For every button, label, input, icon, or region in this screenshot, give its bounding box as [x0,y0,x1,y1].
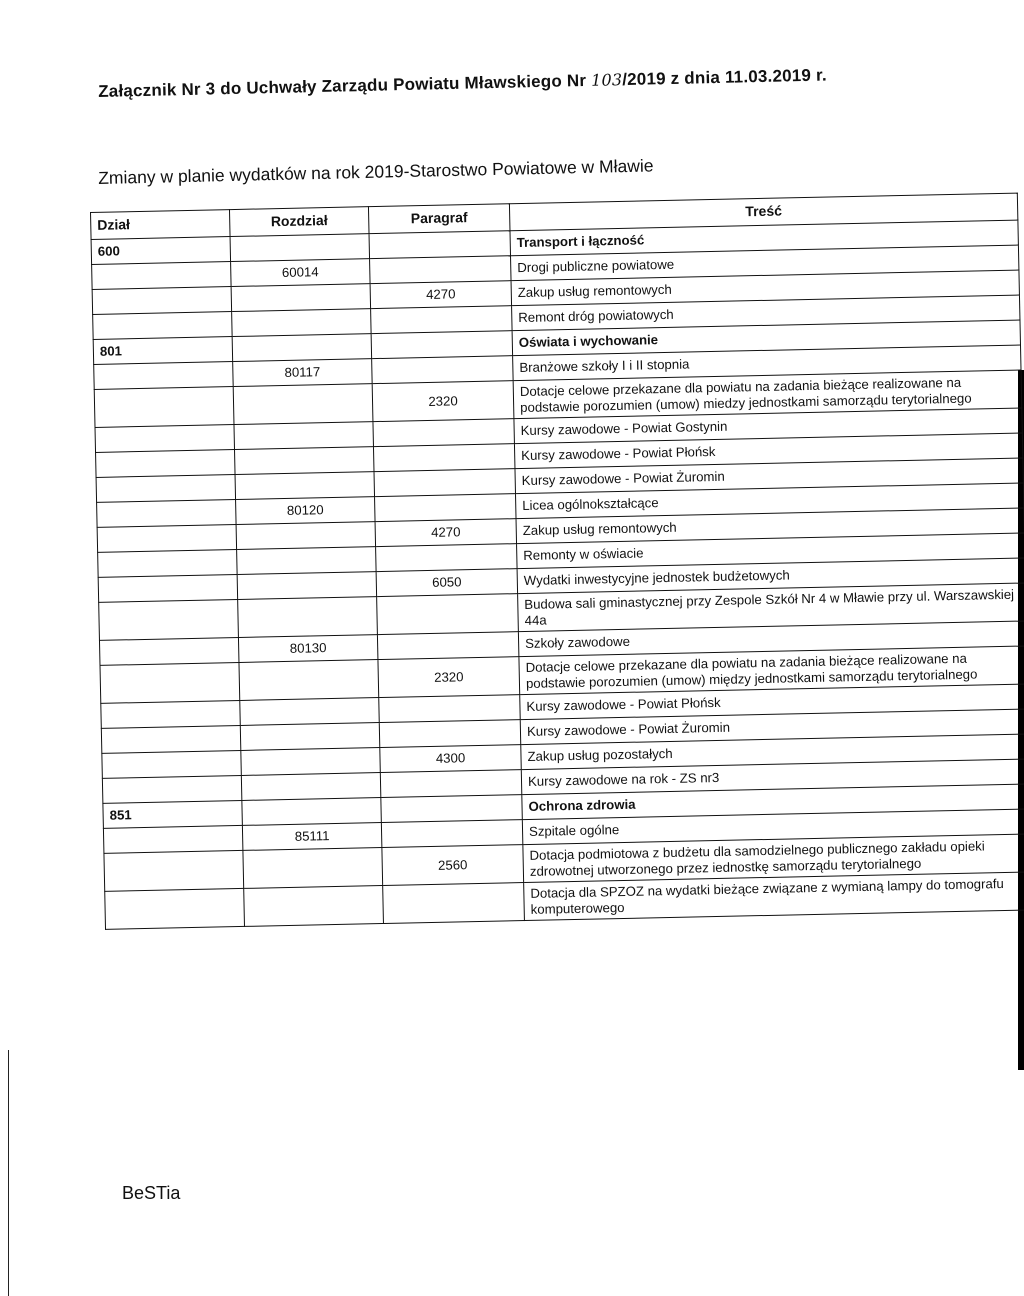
document-subtitle: Zmiany w planie wydatków na rok 2019-Starostwo Powiatowe w Mławie [98,155,654,188]
cell-dzial [92,262,231,290]
cell-paragraf: 2560 [382,845,524,886]
cell-tresc: Ochrona zdrowia [522,784,1024,820]
cell-tresc: Szpitale ogólne [522,809,1024,845]
cell-paragraf: 4270 [375,519,516,547]
cell-paragraf [373,444,514,472]
handwritten-resolution-number: 103 [590,70,623,90]
cell-rozdzial: 85111 [242,823,381,851]
cell-tresc: Licea ogólnokształcące [515,483,1023,519]
cell-rozdzial [231,284,370,312]
cell-paragraf [377,594,519,635]
cell-tresc: Kursy zawodowe - Powiat Gostynin [514,408,1022,444]
cell-tresc: Drogi publiczne powiatowe [511,245,1019,281]
cell-tresc: Dotacja podmiotowa z budżetu dla samodzielnego publicznego zakładu opieki zdrowotnej utworzonego przez iednostkę samorządu terytorialnego [523,834,1024,883]
cell-rozdzial: 80120 [236,497,375,525]
cell-tresc: Zakup usług remontowych [511,270,1019,306]
cell-tresc: Transport i łączność [510,220,1018,256]
cell-paragraf [377,632,518,660]
cell-rozdzial [243,848,383,889]
title-prefix: Załącznik Nr 3 do Uchwały Zarządu Powiatu Mławskiego Nr [98,70,587,101]
cell-dzial [100,662,240,703]
cell-rozdzial [233,384,373,425]
cell-tresc: Branżowe szkoły I i II stopnia [513,345,1021,381]
cell-rozdzial [242,798,381,826]
cell-dzial [102,750,241,778]
cell-tresc: Remont dróg powiatowych [512,295,1020,331]
cell-tresc: Dotacje celowe przekazane dla powiatu na zadania bieżące realizowane na podstawie porozumien (umow) między jednostkami samorządu terytorialnego [519,646,1024,695]
cell-tresc: Budowa sali gminastycznej przy Zespole Szkół Nr 4 w Mławie przy ul. Warszawskiej 44a [518,583,1024,632]
cell-rozdzial [230,234,369,262]
cell-paragraf: 6050 [376,569,517,597]
cell-rozdzial [241,773,380,801]
cell-rozdzial [241,748,380,776]
cell-tresc: Kursy zawodowe - Powiat Żuromin [520,709,1024,745]
column-header-paragraf: Paragraf [368,204,510,234]
cell-paragraf [375,494,516,522]
column-header-rozdzial: Rozdział [229,207,369,237]
cell-dzial [98,550,237,578]
cell-dzial [101,725,240,753]
cell-paragraf [371,331,512,359]
cell-dzial [97,525,236,553]
cell-dzial [96,450,235,478]
cell-paragraf [383,883,525,924]
footer-label: BeSTia [122,1183,181,1203]
document-title [98,65,827,102]
cell-paragraf [374,469,515,497]
cell-paragraf [369,231,510,259]
table-body [91,220,1024,929]
cell-rozdzial: 80117 [233,359,372,387]
cell-tresc: Kursy zawodowe - Powiat Żuromin [515,458,1023,494]
cell-paragraf [372,356,513,384]
cell-paragraf: 4300 [380,745,521,773]
cell-dzial: 801 [93,337,232,365]
cell-rozdzial [232,309,371,337]
cell-tresc: Szkoły zawodowe [518,621,1024,657]
cell-dzial [96,475,235,503]
cell-paragraf [379,695,520,723]
cell-tresc: Zakup usług pozostałych [521,734,1024,770]
cell-tresc: Oświata i wychowanie [512,320,1020,356]
cell-rozdzial [234,422,373,450]
cell-rozdzial: 80130 [238,635,377,663]
cell-dzial [94,387,234,428]
cell-tresc: Wydatki inwestycyjne jednostek budżetowych [517,558,1024,594]
cell-tresc: Zakup usług remontowych [516,508,1024,544]
cell-paragraf [376,544,517,572]
cell-rozdzial [240,723,379,751]
cell-dzial [104,850,244,891]
column-header-tresc: Treść [509,193,1017,231]
cell-paragraf [370,256,511,284]
cell-dzial [98,574,237,602]
cell-paragraf: 2320 [372,381,514,422]
scan-left-edge [8,1050,9,1296]
cell-rozdzial [235,447,374,475]
cell-rozdzial [236,522,375,550]
expenditure-table-wrapper [90,193,1024,1112]
cell-dzial [105,888,245,929]
cell-paragraf [381,820,522,848]
cell-dzial [101,700,240,728]
column-header-dzial: Dział [91,210,231,240]
cell-dzial [92,287,231,315]
cell-rozdzial [235,472,374,500]
title-suffix: /2019 z dnia 11.03.2019 r. [622,65,828,90]
cell-dzial [103,825,242,853]
cell-paragraf [373,419,514,447]
cell-tresc: Dotacja dla SPZOZ na wydatki bieżące związane z wymianą lampy do tomografu komputerowego [524,872,1024,921]
cell-rozdzial [244,886,384,927]
cell-tresc: Remonty w oświacie [517,533,1024,569]
cell-paragraf [380,770,521,798]
cell-rozdzial [240,698,379,726]
cell-dzial [93,312,232,340]
cell-dzial [95,425,234,453]
cell-rozdzial [237,547,376,575]
cell-rozdzial [237,572,376,600]
cell-paragraf [381,795,522,823]
cell-tresc: Kursy zawodowe na rok - ZS nr3 [521,759,1024,795]
cell-dzial [102,775,241,803]
cell-rozdzial [232,334,371,362]
cell-paragraf: 2320 [378,657,520,698]
cell-dzial [99,599,239,640]
cell-tresc: Kursy zawodowe - Powiat Płońsk [520,684,1024,720]
cell-paragraf [379,720,520,748]
cell-dzial [94,362,233,390]
cell-rozdzial: 60014 [231,259,370,287]
cell-dzial: 600 [91,237,230,265]
cell-tresc: Dotacje celowe przekazane dla powiatu na zadania bieżące realizowane na podstawie porozumien (umow) miedzy jednostkami samorządu terytorialnego [513,370,1022,419]
cell-dzial [97,500,236,528]
cell-paragraf [371,306,512,334]
cell-dzial [99,637,238,665]
cell-rozdzial [239,660,379,701]
cell-tresc: Kursy zawodowe - Powiat Płońsk [514,433,1022,469]
expenditure-changes-table [90,193,1024,930]
cell-dzial: 851 [103,800,242,828]
cell-rozdzial [238,597,378,638]
cell-paragraf: 4270 [370,281,511,309]
